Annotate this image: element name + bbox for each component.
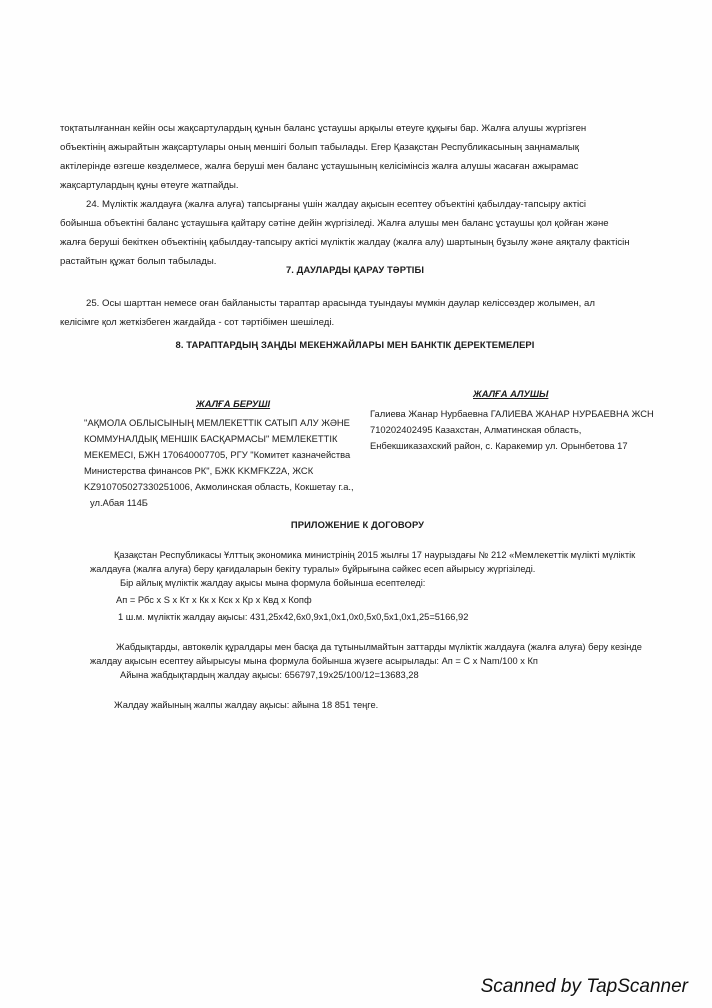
paragraph-24-line: жалға беруші бекіткен объектінің қабылдау-тапсыру актісі мүліктік жалдау (жалға алу) шартының бұзылу және аяқталу фактісін (60, 237, 630, 248)
appendix-line: Жабдықтарды, автокөлік құралдары мен басқа да тұтынылмайтын заттарды мүліктік жалдауға (жалға алуға) беру кезінде (116, 642, 642, 652)
formula-line: Ап = Рбс х S х Кт х Кк х Кск х Кр х Квд х Копф (116, 595, 312, 605)
paragraph-25-line: келісімге қол жеткізбеген жағдайда - сот тәртібімен шешіледі. (60, 317, 335, 328)
lessee-line: Енбекшиказахский район, с. Каракемир ул. Орынбетова 17 (370, 440, 628, 451)
lessee-line: 710202402495 Казахстан, Алматинская область, (370, 424, 582, 435)
lessor-title: ЖАЛҒА БЕРУШІ (196, 398, 271, 409)
paragraph-24-line: бойынша объектіні баланс ұстаушыға қайтару сәтіне дейін жүргізіледі. Жалға алушы мен баланс ұстаушы қол қойған және (60, 218, 609, 229)
scanner-watermark: Scanned by TapScanner (480, 976, 688, 997)
appendix-title: ПРИЛОЖЕНИЕ К ДОГОВОРУ (290, 519, 425, 530)
lessor-line: "АҚМОЛА ОБЛЫСЫНЫҢ МЕМЛЕКЕТТІК САТЫП АЛУ ЖӘНЕ (84, 417, 350, 428)
text-line: объектінің ажырайтын жақсартулары оның меншігі болып табылады. Егер Қазақстан Республикасының заңнамалық (60, 142, 579, 153)
lessor-line: Министерства финансов РК", БЖК KKMFKZ2A, ЖСК (84, 465, 314, 476)
text-line: жақсартулардың құны өтеуге жатпайды. (60, 180, 239, 191)
appendix-total: Жалдау жайының жалпы жалдау ақысы: айына 18 851 теңге. (114, 700, 379, 710)
section-8-title: 8. ТАРАПТАРДЫҢ ЗАҢДЫ МЕКЕНЖАЙЛАРЫ МЕН БАНКТІК ДЕРЕКТЕМЕЛЕРІ (175, 339, 535, 350)
appendix-line: жалдауға (жалға алуға) беру қағидаларын бекіту туралы» бұйрығына сәйкес есеп айырысу жүргізіледі. (90, 564, 536, 574)
lessee-line: Галиева Жанар Нурбаевна ГАЛИЕВА ЖАНАР НУРБАЕВНА ЖСН (370, 408, 654, 419)
paragraph-24-line: 24. Мүліктік жалдауға (жалға алуға) тапсырғаны үшін жалдау ақысын есептеу объектіні қабылдау-тапсыру актісі (86, 199, 587, 210)
section-7-title: 7. ДАУЛАРДЫ ҚАРАУ ТӘРТІБІ (285, 264, 425, 275)
appendix-line: жалдау ақысын есептеу айырысуы мына формула бойынша жүзеге асырылады: Ап = С х Nam/100 х Кп (90, 656, 538, 666)
lessor-line: МЕКЕМЕСІ, БЖН 170640007705, РГУ "Комитет казначейства (84, 449, 351, 460)
lessee-details (370, 406, 670, 454)
lessor-line: KZ910705027330251006, Акмолинская область, Кокшетау г.а., (84, 481, 354, 492)
appendix-line: Бір айлық мүліктік жалдау ақысы мына формула бойынша есептеледі: (120, 578, 426, 588)
lessor-line: КОММУНАЛДЫҚ МЕНШІК БАСҚАРМАСЫ" МЕМЛЕКЕТТІК (84, 433, 338, 444)
lessee-title: ЖАЛҒА АЛУШЫ (473, 388, 549, 399)
text-line: тоқтатылғаннан кейін осы жақсартулардың құнын баланс ұстаушы арқылы өтеуге құқығы бар. Жалға алушы жүргізген (60, 123, 587, 134)
paragraph-24-line: растайтын құжат болып табылады. (60, 256, 217, 267)
lessor-details (84, 415, 374, 511)
appendix-line: Қазақстан Республикасы Ұлттық экономика министрінің 2015 жылғы 17 наурыздағы № 212 «Мемлекеттік мүлікті мүліктік (114, 550, 636, 560)
formula-line: 1 ш.м. мүліктік жалдау ақысы: 431,25х42,6х0,9х1,0х1,0х0,5х0,5х1,0х1,25=5166,92 (118, 612, 469, 622)
paragraph-25 (60, 294, 660, 332)
paragraph-25-line: 25. Осы шарттан немесе оған байланысты тараптар арасында туындауы мүмкін даулар келіссөздер жолымен, ал (86, 298, 595, 309)
text-line: актілерінде өзгеше көзделмесе, жалға беруші мен баланс ұстаушының келісімінсіз жалға алушы жасаған ажырамас (60, 161, 579, 172)
lessor-line: ул.Абая 114Б (90, 497, 148, 508)
appendix-line: Айына жабдықтардың жалдау ақысы: 656797,19х25/100/12=13683,28 (120, 670, 419, 680)
section-6-tail (60, 119, 660, 271)
appendix-body (90, 548, 665, 712)
